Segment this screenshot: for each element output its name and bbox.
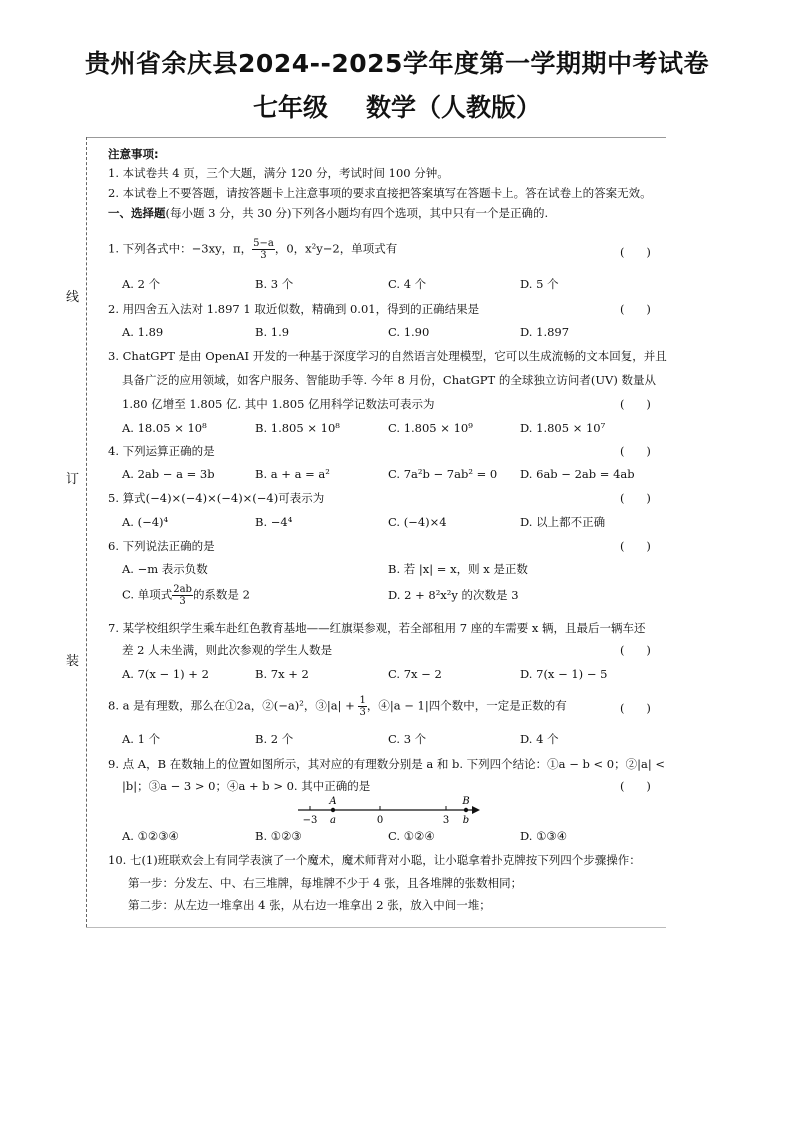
notes-heading: 注意事项: [108, 147, 159, 161]
q4-option-a: A. 2ab − a = 3b [122, 467, 215, 481]
q3-option-d: D. 1.805 × 10⁷ [520, 421, 606, 435]
q2-option-a: A. 1.89 [122, 325, 164, 339]
q6-option-c-text-a: C. 单项式 [122, 587, 173, 602]
q9-stem-line-1: 9. 点 A，B 在数轴上的位置如图所示，其对应的有理数分别是 a 和 b. 下列四个结论：①a − b < 0；②|a| < [108, 757, 666, 771]
tick-label-zero: 0 [376, 815, 384, 826]
tick-label-neg3: −3 [302, 815, 318, 826]
q6-option-b: B. 若 |x| = x，则 x 是正数 [388, 562, 528, 576]
q6-fraction [172, 584, 193, 607]
var-label-b: b [462, 815, 470, 826]
q3-stem-line-2: 具备广泛的应用领域，如客户服务、智能助手等. 今年 8 月份，ChatGPT 的全球独立访问者(UV) 数量从 [122, 373, 656, 387]
q9-option-a: A. ①②③④ [122, 829, 179, 843]
q8-stem-text-b: ，④|a − 1|四个数中，一定是正数的有 [366, 698, 567, 713]
q2-answer-paren: ( ) [620, 302, 651, 316]
q1-fraction [252, 238, 275, 261]
q2-option-b: B. 1.9 [255, 325, 290, 339]
q9-number-line [298, 796, 488, 830]
q6-frac-den: 3 [179, 596, 186, 607]
q4-option-b: B. a + a = a² [255, 467, 330, 481]
q8-fraction [358, 695, 366, 718]
q9-option-b: B. ①②③ [255, 829, 302, 843]
notes-item-1: 1. 本试卷共 4 页，三个大题，满分 120 分，考试时间 100 分钟。 [108, 166, 449, 180]
q3-stem-line-3: 1.80 亿增至 1.805 亿. 其中 1.805 亿用科学记数法可表示为 [122, 397, 435, 411]
q4-option-d: D. 6ab − 2ab = 4ab [520, 467, 635, 481]
q6-option-c-text-b: 的系数是 2 [192, 587, 250, 602]
q8-answer-paren: ( ) [620, 701, 651, 715]
q8-stem [108, 695, 567, 718]
margin-label-line: 线 [66, 290, 80, 305]
point-b-label: B [462, 796, 470, 807]
q8-option-b: B. 2 个 [255, 732, 294, 746]
q6-stem: 6. 下列说法正确的是 [108, 539, 215, 553]
q1-option-c: C. 4 个 [388, 277, 427, 291]
q9-option-d: D. ①③④ [520, 829, 568, 843]
q5-option-c: C. (−4)×4 [388, 515, 447, 529]
q1-stem [108, 238, 397, 261]
q1-stem-text-b: ，0，x²y−2，单项式有 [274, 241, 398, 256]
exam-title: 贵州省余庆县2024--2025学年度第一学期期中考试卷 [85, 49, 709, 78]
q7-option-a: A. 7(x − 1) + 2 [122, 667, 209, 681]
q3-option-b: B. 1.805 × 10⁸ [255, 421, 340, 435]
q3-option-c: C. 1.805 × 10⁹ [388, 421, 473, 435]
q2-stem: 2. 用四舍五入法对 1.897 1 取近似数，精确到 0.01，得到的正确结果是 [108, 302, 480, 316]
q3-stem-line-1: 3. ChatGPT 是由 OpenAI 开发的一种基于深度学习的自然语言处理模型，它可以生成流畅的文本回复，并且 [108, 349, 667, 363]
q8-stem-text-a: 8. a 是有理数，那么在①2a，②(−a)²，③|a| + [108, 698, 359, 713]
section-1-title: 一、选择题 [108, 206, 166, 220]
q1-frac-den: 3 [260, 250, 267, 261]
q1-answer-paren: ( ) [620, 245, 651, 259]
point-b-dot [464, 808, 468, 812]
margin-label-bind: 订 [66, 472, 80, 487]
q2-option-d: D. 1.897 [520, 325, 570, 339]
q7-option-d: D. 7(x − 1) − 5 [520, 667, 608, 681]
q5-answer-paren: ( ) [620, 491, 651, 505]
q5-stem: 5. 算式(−4)×(−4)×(−4)×(−4)可表示为 [108, 491, 325, 505]
q8-frac-num: 1 [359, 695, 366, 706]
q7-stem-line-1: 7. 某学校组织学生乘车赴红色教育基地——红旗渠参观，若全部租用 7 座的车需要 x 辆，且最后一辆车还 [108, 621, 646, 635]
q9-option-c: C. ①②④ [388, 829, 435, 843]
q8-frac-den: 3 [359, 707, 366, 718]
q10-step-2: 第二步：从左边一堆拿出 4 张，从右边一堆拿出 2 张，放入中间一堆； [128, 898, 491, 912]
frame-top-rule [86, 137, 666, 138]
q1-stem-text-a: 1. 下列各式中：−3xy，π， [108, 241, 253, 256]
notes-item-2: 2. 本试卷上不要答题，请按答题卡上注意事项的要求直接把答案填写在答题卡上。答在试卷上的答案无效。 [108, 186, 652, 200]
var-label-a: a [330, 815, 336, 826]
q2-option-c: C. 1.90 [388, 325, 430, 339]
q8-option-a: A. 1 个 [122, 732, 161, 746]
q7-stem-line-2: 差 2 人未坐满，则此次参观的学生人数是 [122, 643, 333, 657]
q3-option-a: A. 18.05 × 10⁸ [122, 421, 207, 435]
q1-frac-num: 5−a [253, 238, 274, 249]
grade-label: 七年级 [252, 93, 328, 122]
q7-answer-paren: ( ) [620, 643, 651, 657]
margin-label-fold: 装 [66, 654, 80, 669]
q6-option-a: A. −m 表示负数 [122, 562, 208, 576]
q8-option-c: C. 3 个 [388, 732, 427, 746]
point-a-label: A [329, 796, 337, 807]
q5-option-b: B. −4⁴ [255, 515, 293, 529]
binding-line [86, 137, 87, 927]
number-line-arrow [472, 806, 480, 814]
point-a-dot [331, 808, 335, 812]
q7-option-b: B. 7x + 2 [255, 667, 309, 681]
q4-answer-paren: ( ) [620, 444, 651, 458]
q10-step-1: 第一步：分发左、中、右三堆牌，每堆牌不少于 4 张，且各堆牌的张数相同； [128, 876, 523, 890]
tick-label-pos3: 3 [442, 815, 450, 826]
q1-option-a: A. 2 个 [122, 277, 161, 291]
q4-option-c: C. 7a²b − 7ab² = 0 [388, 467, 498, 481]
q9-stem-line-2: |b|；③a − 3 > 0；④a + b > 0. 其中正确的是 [122, 779, 371, 793]
q8-option-d: D. 4 个 [520, 732, 559, 746]
q6-frac-num: 2ab [173, 584, 192, 595]
q1-option-b: B. 3 个 [255, 277, 294, 291]
exam-subtitle [0, 88, 794, 124]
q6-option-c [122, 584, 250, 607]
q6-answer-paren: ( ) [620, 539, 651, 553]
frame-bottom-rule [86, 927, 666, 928]
subject-label: 数学（人教版） [366, 93, 542, 122]
q9-answer-paren: ( ) [620, 779, 651, 793]
q4-stem: 4. 下列运算正确的是 [108, 444, 215, 458]
q10-stem: 10. 七(1)班联欢会上有同学表演了一个魔术，魔术师背对小聪，让小聪拿着扑克牌按下列四个步骤操作： [108, 853, 641, 867]
q5-option-d: D. 以上都不正确 [520, 515, 606, 529]
q3-answer-paren: ( ) [620, 397, 651, 411]
section-1-desc: (每小题 3 分，共 30 分)下列各小题均有四个选项，其中只有一个是正确的. [165, 206, 549, 220]
q1-option-d: D. 5 个 [520, 277, 559, 291]
section-1-header [108, 205, 548, 221]
q7-option-c: C. 7x − 2 [388, 667, 442, 681]
q6-option-d: D. 2 + 8²x²y 的次数是 3 [388, 588, 519, 602]
q5-option-a: A. (−4)⁴ [122, 515, 169, 529]
